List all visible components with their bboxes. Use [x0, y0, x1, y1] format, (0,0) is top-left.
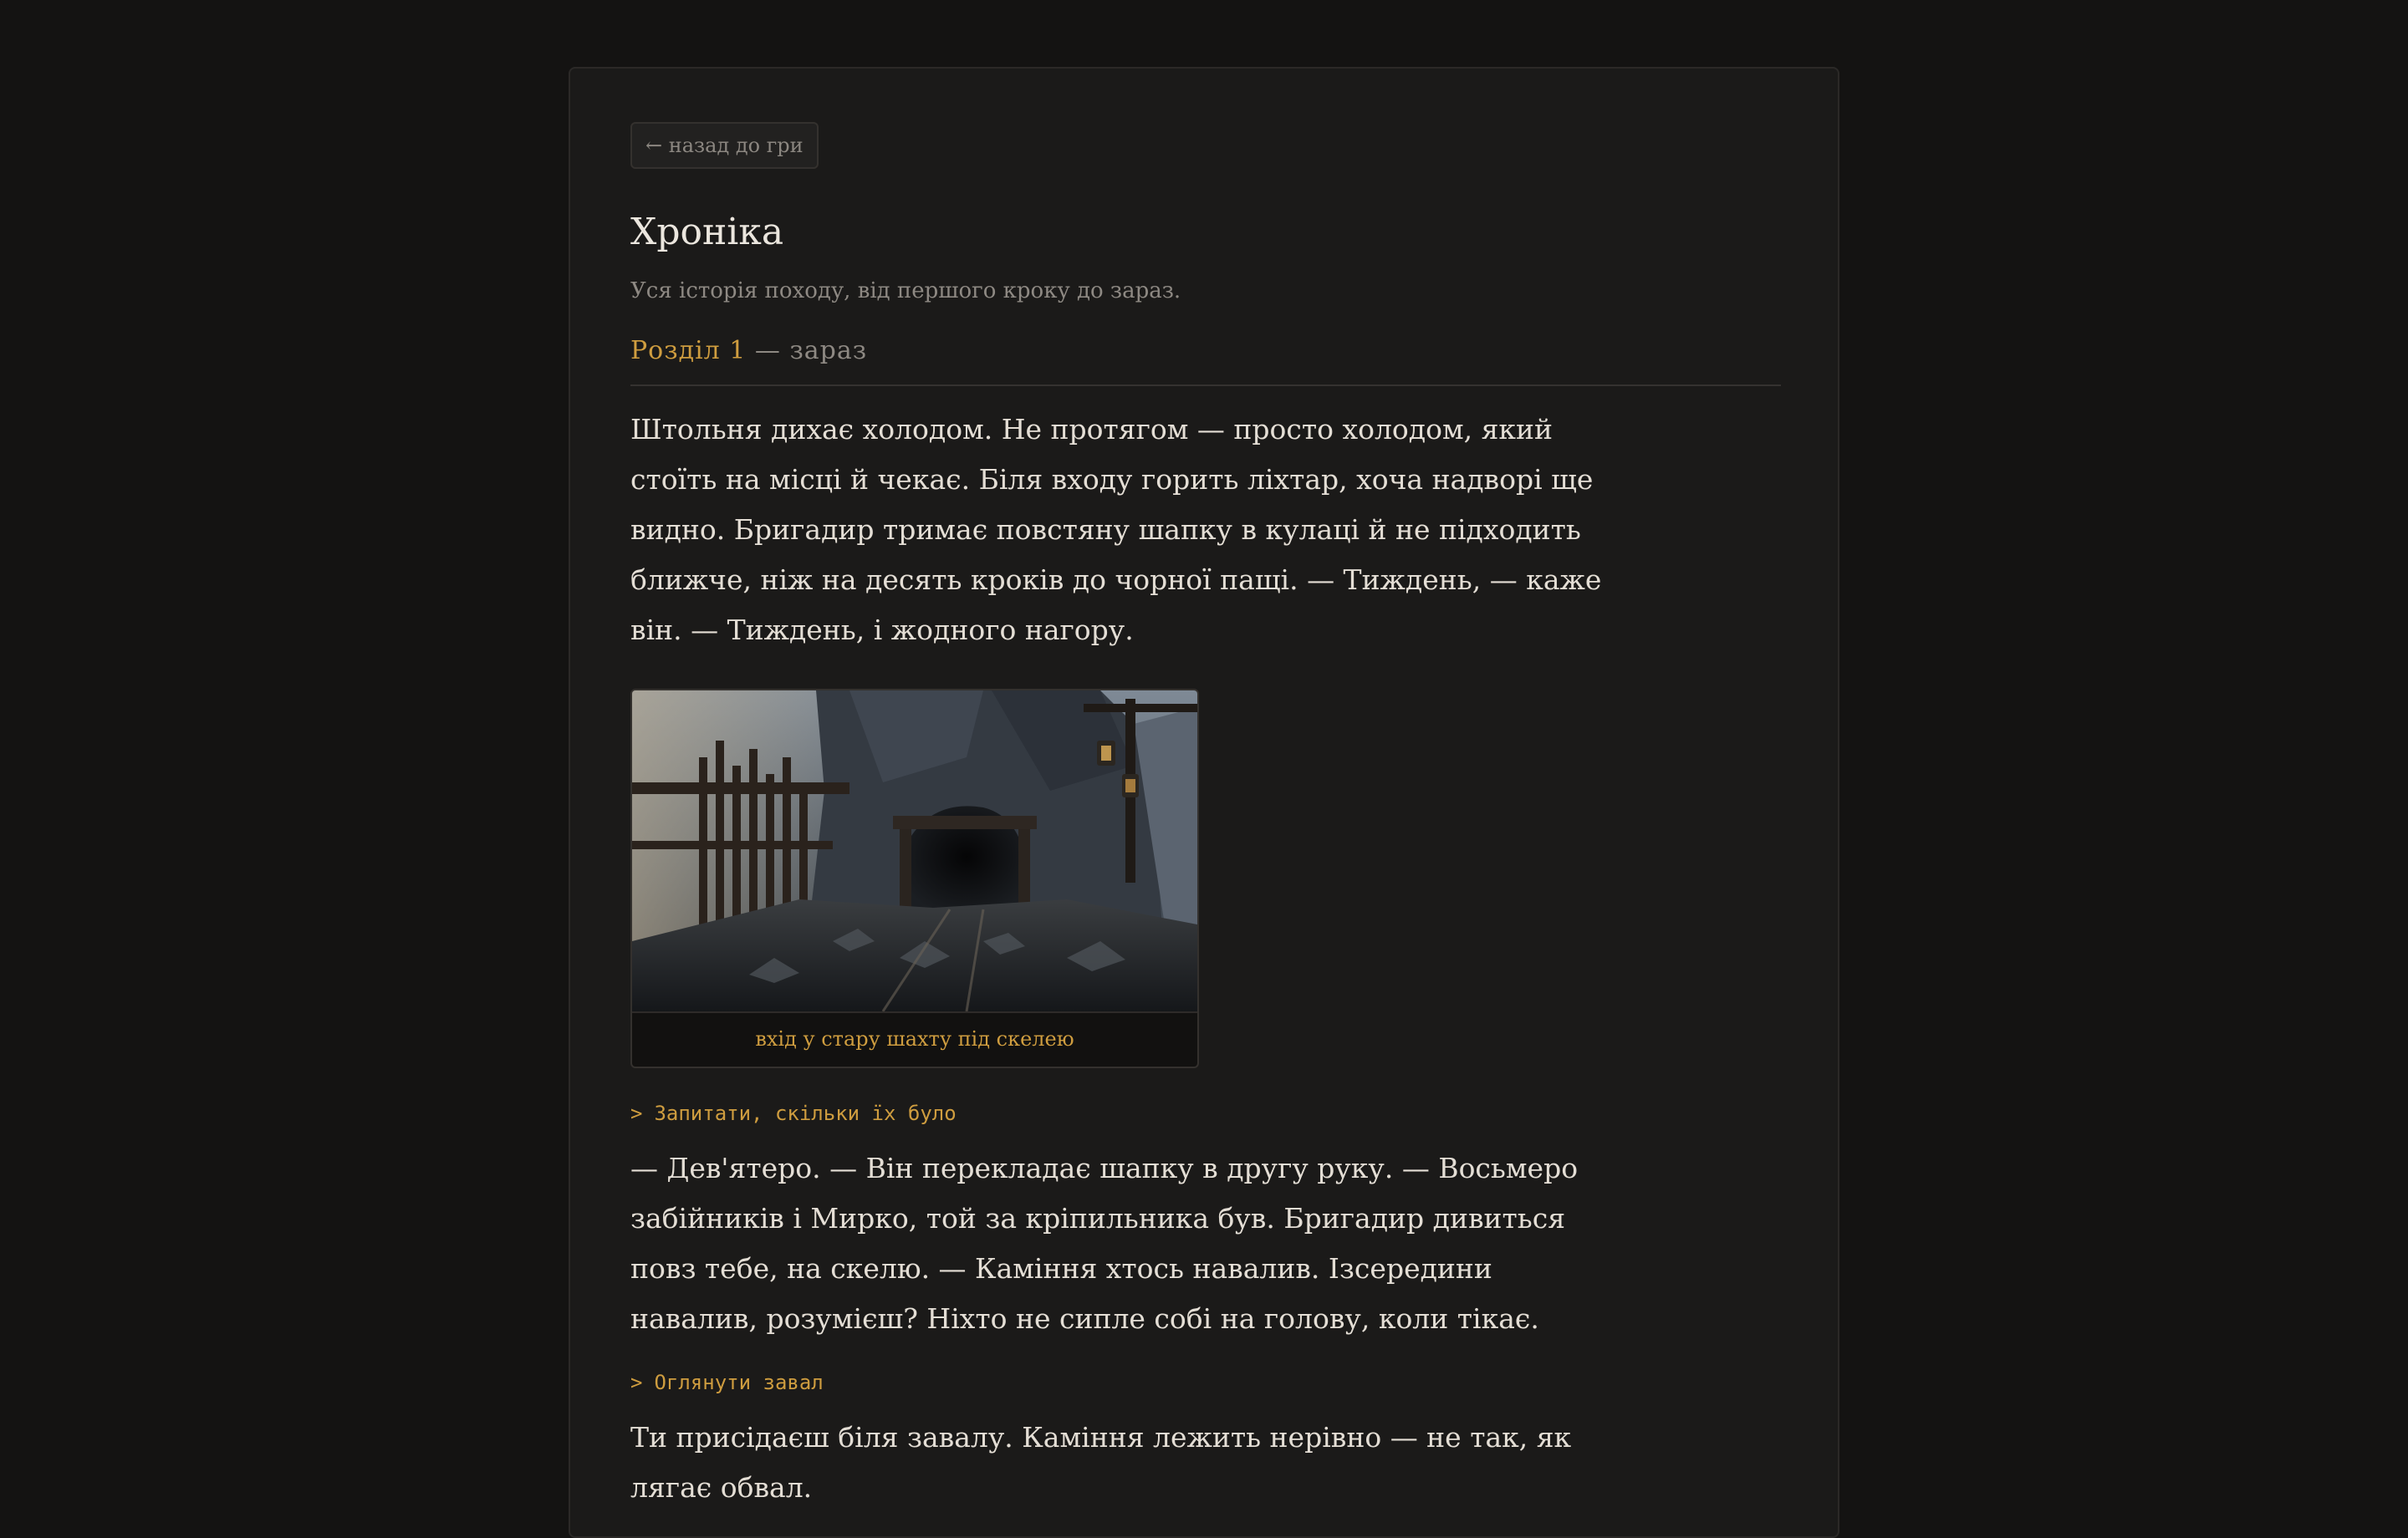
chapter-separator: — [746, 336, 790, 365]
scene-illustration [630, 689, 1199, 1068]
page-title: Хроніка [630, 211, 784, 253]
chronicle-content [630, 122, 1781, 1513]
back-to-game-button[interactable]: ← назад до гри [630, 122, 819, 169]
page-subtitle: Уся історія походу, від першого кроку до зараз. [630, 278, 1181, 303]
choice-label: Оглянути завал [654, 1371, 824, 1394]
choice-marker: > [630, 1102, 643, 1125]
chapter-number: Розділ 1 [630, 336, 747, 365]
story-paragraph-reply: — Дев'ятеро. — Він перекладає шапку в другу руку. — Восьмеро забійників і Мирко, той за кріпильника був. Бригадир дивиться повз тебе, на скелю. — Каміння хтось навалив. Ізсередини навалив, розумієш? Ніхто не сипле собі на голову, коли тікає. [630, 1152, 1579, 1335]
chosen-action-count [630, 1100, 1781, 1127]
choice-label: Запитати, скільки їх було [654, 1102, 957, 1125]
mine-entrance-picture [632, 690, 1197, 1011]
story-paragraph-intro: Штольня дихає холодом. Не протягом — просто холодом, який стоїть на місці й чекає. Біля входу горить ліхтар, хоча надворі ще видно. Бригадир тримає повстяну шапку в кулаці й не підходить ближче, ніж на десять кроків до чорної пащі. — Тиждень, — каже він. — Тиждень, і жодного нагору. [630, 413, 1602, 646]
chronicle-panel [569, 67, 1839, 1538]
chapter-heading [630, 334, 1781, 386]
choice-marker: > [630, 1371, 643, 1394]
illustration-caption: вхід у стару шахту під скелею [632, 1011, 1197, 1067]
story-paragraph-inspect: Ти присідаєш біля завалу. Каміння лежить нерівно — не так, як лягає обвал. [630, 1421, 1572, 1504]
chosen-action-inspect [630, 1369, 1781, 1396]
chapter-status: зараз [789, 336, 868, 365]
